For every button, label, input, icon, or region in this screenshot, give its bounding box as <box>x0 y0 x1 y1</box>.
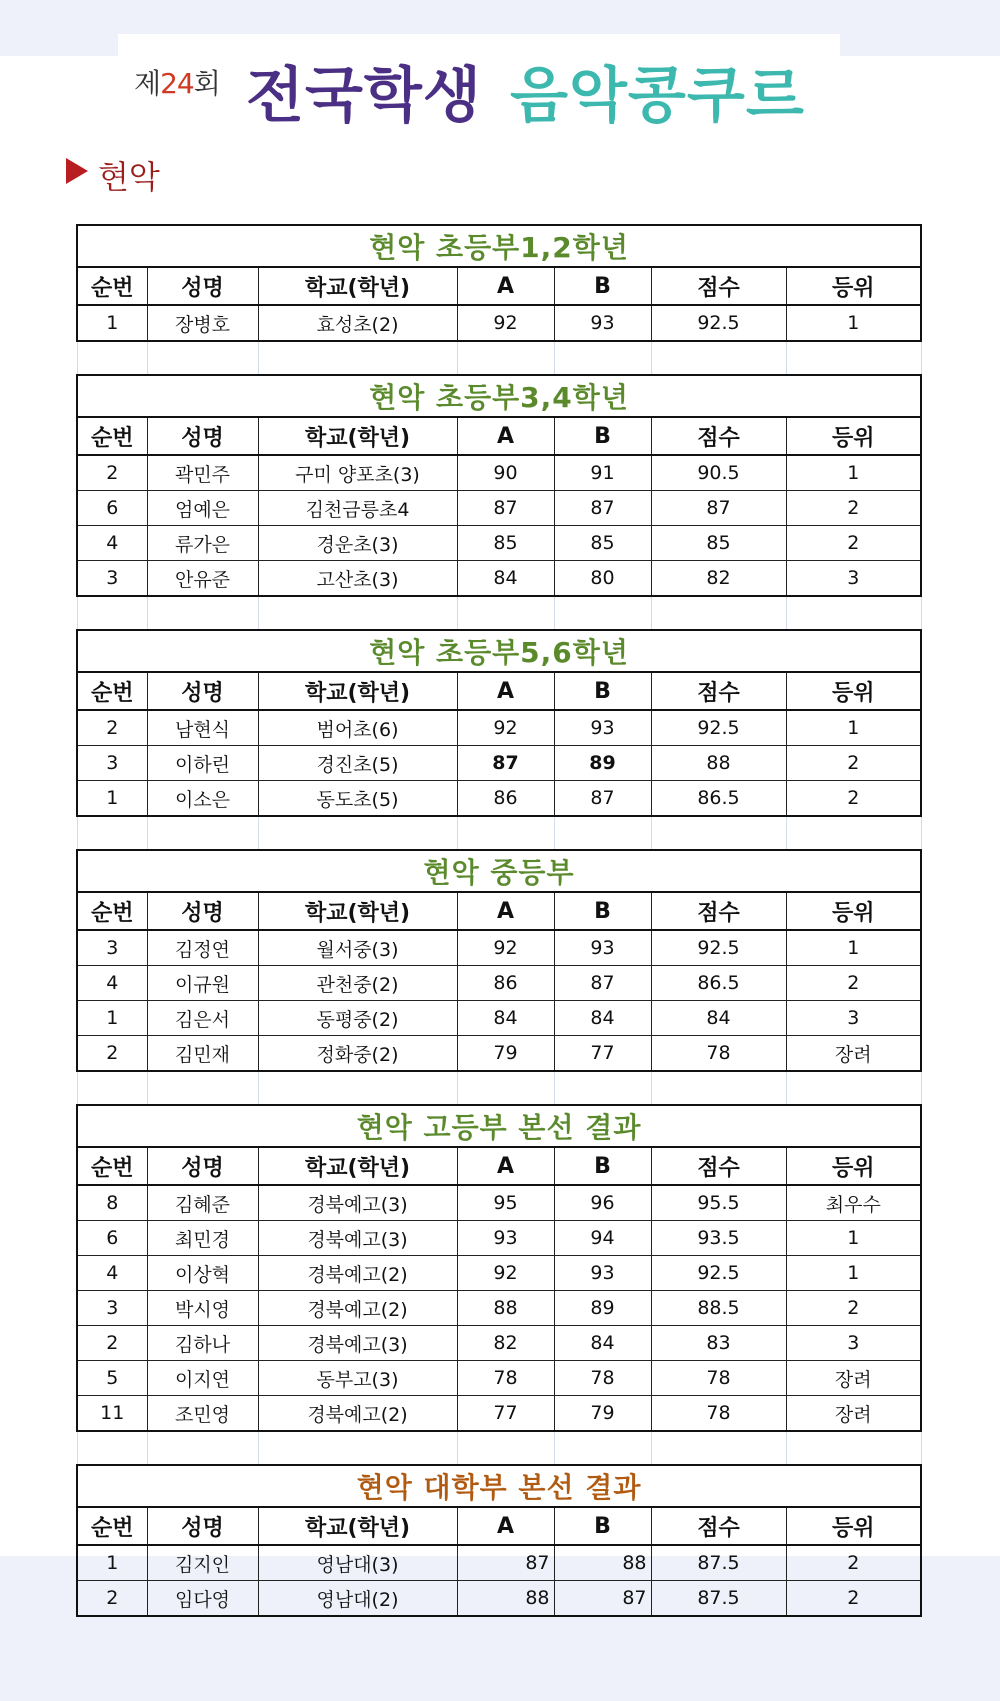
spacer-cell <box>258 341 457 375</box>
table-row <box>77 526 921 561</box>
table-row <box>77 1185 921 1221</box>
cell-school: 김천금릉초4 <box>258 491 457 526</box>
cell-score-b: 87 <box>554 491 651 526</box>
triangle-bullet-icon <box>66 158 88 184</box>
table-title: 현악 초등부5,6학년 <box>77 630 921 672</box>
cell-score: 83 <box>651 1326 786 1361</box>
cell-score-a: 95 <box>457 1185 554 1221</box>
cell-name: 장병호 <box>147 305 258 341</box>
cell-rank: 3 <box>786 561 921 597</box>
cell-score-a: 88 <box>457 1581 554 1617</box>
cell-rank: 2 <box>786 746 921 781</box>
column-header-score-a: A <box>457 1147 554 1185</box>
column-header-seq: 순번 <box>77 672 147 710</box>
spacer-cell <box>457 1071 554 1105</box>
column-header-name: 성명 <box>147 672 258 710</box>
column-header-seq: 순번 <box>77 1507 147 1545</box>
cell-name: 이규원 <box>147 966 258 1001</box>
cell-seq: 11 <box>77 1396 147 1432</box>
cell-score-b: 93 <box>554 305 651 341</box>
table-title-row <box>77 225 921 267</box>
table-title: 현악 중등부 <box>77 850 921 892</box>
column-header-name: 성명 <box>147 417 258 455</box>
cell-seq: 3 <box>77 746 147 781</box>
column-header-row <box>77 672 921 710</box>
cell-school: 경북예고(2) <box>258 1256 457 1291</box>
cell-score-b: 91 <box>554 455 651 491</box>
column-header-score: 점수 <box>651 1507 786 1545</box>
cell-score-a: 78 <box>457 1361 554 1396</box>
table-title-row <box>77 1465 921 1507</box>
cell-rank: 2 <box>786 526 921 561</box>
cell-name: 이소은 <box>147 781 258 817</box>
column-header-score: 점수 <box>651 417 786 455</box>
spacer-cell <box>651 1071 786 1105</box>
cell-school: 경북예고(2) <box>258 1396 457 1432</box>
cell-score: 92.5 <box>651 305 786 341</box>
cell-score: 78 <box>651 1361 786 1396</box>
cell-name: 류가은 <box>147 526 258 561</box>
cell-seq: 6 <box>77 1221 147 1256</box>
spacer-cell <box>77 816 147 850</box>
column-header-rank: 등위 <box>786 1507 921 1545</box>
cell-rank: 장려 <box>786 1361 921 1396</box>
column-header-school: 학교(학년) <box>258 1147 457 1185</box>
cell-rank: 2 <box>786 1545 921 1581</box>
cell-rank: 1 <box>786 710 921 746</box>
cell-name: 김혜준 <box>147 1185 258 1221</box>
cell-score-a: 90 <box>457 455 554 491</box>
column-header-score-a: A <box>457 417 554 455</box>
cell-score: 87.5 <box>651 1545 786 1581</box>
table-row <box>77 746 921 781</box>
spacer-cell <box>77 341 147 375</box>
cell-name: 김하나 <box>147 1326 258 1361</box>
cell-rank: 2 <box>786 1581 921 1617</box>
column-header-row <box>77 417 921 455</box>
cell-name: 이지연 <box>147 1361 258 1396</box>
column-header-score: 점수 <box>651 672 786 710</box>
table-row <box>77 491 921 526</box>
column-header-rank: 등위 <box>786 267 921 305</box>
cell-seq: 2 <box>77 455 147 491</box>
cell-seq: 6 <box>77 491 147 526</box>
cell-name: 김정연 <box>147 930 258 966</box>
cell-name: 이하린 <box>147 746 258 781</box>
cell-score: 87.5 <box>651 1581 786 1617</box>
cell-name: 박시영 <box>147 1291 258 1326</box>
cell-score-b: 93 <box>554 710 651 746</box>
cell-score: 82 <box>651 561 786 597</box>
table-title: 현악 대학부 본선 결과 <box>77 1465 921 1507</box>
spacer-cell <box>786 816 921 850</box>
cell-score: 78 <box>651 1036 786 1072</box>
cell-seq: 5 <box>77 1361 147 1396</box>
table-row <box>77 305 921 341</box>
table-row <box>77 1001 921 1036</box>
edition-suffix: 회 <box>193 67 220 100</box>
cell-seq: 4 <box>77 526 147 561</box>
cell-score-a: 86 <box>457 781 554 817</box>
cell-score-a: 77 <box>457 1396 554 1432</box>
table-title: 현악 고등부 본선 결과 <box>77 1105 921 1147</box>
spacer-cell <box>457 341 554 375</box>
cell-school: 경북예고(3) <box>258 1185 457 1221</box>
cell-rank: 최우수 <box>786 1185 921 1221</box>
cell-name: 김은서 <box>147 1001 258 1036</box>
cell-score: 85 <box>651 526 786 561</box>
column-header-row <box>77 892 921 930</box>
column-header-score-b: B <box>554 672 651 710</box>
cell-rank: 2 <box>786 781 921 817</box>
cell-score-a: 92 <box>457 930 554 966</box>
spacer-cell <box>457 1431 554 1465</box>
cell-score: 92.5 <box>651 1256 786 1291</box>
cell-school: 경북예고(3) <box>258 1326 457 1361</box>
spacer-cell <box>786 1071 921 1105</box>
cell-name: 조민영 <box>147 1396 258 1432</box>
table-row <box>77 1396 921 1432</box>
spacer-cell <box>786 596 921 630</box>
cell-seq: 1 <box>77 1001 147 1036</box>
cell-rank: 2 <box>786 966 921 1001</box>
column-header-rank: 등위 <box>786 417 921 455</box>
cell-seq: 2 <box>77 1581 147 1617</box>
cell-school: 경북예고(2) <box>258 1291 457 1326</box>
cell-score-a: 87 <box>457 746 554 781</box>
column-header-row <box>77 267 921 305</box>
results-container <box>76 224 920 1617</box>
cell-score-b: 77 <box>554 1036 651 1072</box>
spacer-cell <box>554 1431 651 1465</box>
cell-score-b: 80 <box>554 561 651 597</box>
cell-seq: 8 <box>77 1185 147 1221</box>
cell-score-a: 92 <box>457 710 554 746</box>
cell-score: 88.5 <box>651 1291 786 1326</box>
cell-name: 임다영 <box>147 1581 258 1617</box>
column-header-name: 성명 <box>147 892 258 930</box>
column-header-name: 성명 <box>147 1147 258 1185</box>
cell-name: 안유준 <box>147 561 258 597</box>
cell-score: 88 <box>651 746 786 781</box>
cell-score-b: 78 <box>554 1361 651 1396</box>
cell-name: 이상혁 <box>147 1256 258 1291</box>
column-header-seq: 순번 <box>77 267 147 305</box>
cell-score-a: 87 <box>457 1545 554 1581</box>
column-header-seq: 순번 <box>77 892 147 930</box>
column-header-score: 점수 <box>651 892 786 930</box>
column-header-rank: 등위 <box>786 892 921 930</box>
column-header-score-b: B <box>554 892 651 930</box>
cell-score: 92.5 <box>651 930 786 966</box>
cell-rank: 2 <box>786 1291 921 1326</box>
cell-rank: 장려 <box>786 1036 921 1072</box>
table-spacer <box>77 596 921 630</box>
cell-rank: 1 <box>786 930 921 966</box>
table-row <box>77 455 921 491</box>
cell-school: 효성초(2) <box>258 305 457 341</box>
spacer-cell <box>554 816 651 850</box>
spacer-cell <box>258 596 457 630</box>
spacer-cell <box>258 1071 457 1105</box>
cell-rank: 1 <box>786 1256 921 1291</box>
cell-score-a: 92 <box>457 1256 554 1291</box>
spacer-cell <box>147 341 258 375</box>
cell-name: 김민재 <box>147 1036 258 1072</box>
cell-score-b: 89 <box>554 746 651 781</box>
cell-score: 86.5 <box>651 966 786 1001</box>
cell-score-b: 88 <box>554 1545 651 1581</box>
edition-prefix: 제 <box>134 67 161 100</box>
cell-score: 87 <box>651 491 786 526</box>
column-header-school: 학교(학년) <box>258 892 457 930</box>
table-row <box>77 1361 921 1396</box>
column-header-score-b: B <box>554 267 651 305</box>
spacer-cell <box>554 1071 651 1105</box>
cell-score-a: 87 <box>457 491 554 526</box>
cell-score-b: 93 <box>554 930 651 966</box>
table-row <box>77 966 921 1001</box>
cell-rank: 1 <box>786 305 921 341</box>
spacer-cell <box>457 596 554 630</box>
section-label: 현악 <box>98 158 160 196</box>
cell-seq: 2 <box>77 1326 147 1361</box>
cell-score: 84 <box>651 1001 786 1036</box>
cell-score-a: 79 <box>457 1036 554 1072</box>
cell-school: 영남대(3) <box>258 1545 457 1581</box>
column-header-score-a: A <box>457 267 554 305</box>
cell-rank: 2 <box>786 491 921 526</box>
table-row <box>77 1291 921 1326</box>
cell-school: 동도초(5) <box>258 781 457 817</box>
cell-school: 관천중(2) <box>258 966 457 1001</box>
cell-seq: 3 <box>77 1291 147 1326</box>
cell-rank: 1 <box>786 455 921 491</box>
cell-score-b: 87 <box>554 966 651 1001</box>
cell-score-b: 89 <box>554 1291 651 1326</box>
results-table <box>76 224 922 1617</box>
cell-school: 경북예고(3) <box>258 1221 457 1256</box>
cell-score-a: 92 <box>457 305 554 341</box>
cell-score-a: 84 <box>457 1001 554 1036</box>
table-title-row <box>77 375 921 417</box>
cell-score-b: 79 <box>554 1396 651 1432</box>
cell-rank: 1 <box>786 1221 921 1256</box>
table-spacer <box>77 816 921 850</box>
column-header-rank: 등위 <box>786 1147 921 1185</box>
spacer-cell <box>554 341 651 375</box>
column-header-score-a: A <box>457 892 554 930</box>
column-header-name: 성명 <box>147 1507 258 1545</box>
table-row <box>77 930 921 966</box>
cell-name: 엄예은 <box>147 491 258 526</box>
cell-score: 78 <box>651 1396 786 1432</box>
table-row <box>77 781 921 817</box>
spacer-cell <box>147 816 258 850</box>
spacer-cell <box>786 1431 921 1465</box>
cell-score: 90.5 <box>651 455 786 491</box>
spacer-cell <box>554 596 651 630</box>
column-header-score-b: B <box>554 1507 651 1545</box>
table-row <box>77 1036 921 1072</box>
column-header-rank: 등위 <box>786 672 921 710</box>
cell-seq: 2 <box>77 710 147 746</box>
cell-score-a: 93 <box>457 1221 554 1256</box>
edition-number: 24 <box>160 67 194 100</box>
cell-school: 경운초(3) <box>258 526 457 561</box>
spacer-cell <box>147 1431 258 1465</box>
cell-rank: 3 <box>786 1326 921 1361</box>
cell-score-b: 87 <box>554 1581 651 1617</box>
table-row <box>77 1581 921 1617</box>
spacer-cell <box>651 816 786 850</box>
cell-score-a: 88 <box>457 1291 554 1326</box>
page-title-part1: 전국학생 <box>246 61 482 131</box>
table-title-row <box>77 630 921 672</box>
cell-seq: 4 <box>77 966 147 1001</box>
cell-school: 영남대(2) <box>258 1581 457 1617</box>
cell-score-b: 96 <box>554 1185 651 1221</box>
cell-score-a: 86 <box>457 966 554 1001</box>
table-title: 현악 초등부3,4학년 <box>77 375 921 417</box>
cell-score-b: 93 <box>554 1256 651 1291</box>
cell-school: 정화중(2) <box>258 1036 457 1072</box>
cell-seq: 1 <box>77 305 147 341</box>
cell-seq: 3 <box>77 561 147 597</box>
cell-seq: 2 <box>77 1036 147 1072</box>
cell-score-b: 84 <box>554 1001 651 1036</box>
table-row <box>77 561 921 597</box>
column-header-name: 성명 <box>147 267 258 305</box>
cell-name: 김지인 <box>147 1545 258 1581</box>
spacer-cell <box>258 816 457 850</box>
table-spacer <box>77 341 921 375</box>
table-row <box>77 1256 921 1291</box>
edition-label <box>134 62 220 102</box>
spacer-cell <box>651 1431 786 1465</box>
cell-score: 93.5 <box>651 1221 786 1256</box>
cell-school: 경진초(5) <box>258 746 457 781</box>
table-row <box>77 710 921 746</box>
cell-rank: 장려 <box>786 1396 921 1432</box>
spacer-cell <box>77 1431 147 1465</box>
cell-name: 남현식 <box>147 710 258 746</box>
column-header-school: 학교(학년) <box>258 417 457 455</box>
cell-rank: 3 <box>786 1001 921 1036</box>
cell-score: 95.5 <box>651 1185 786 1221</box>
page-title-part2: 음악콩쿠르 <box>510 61 805 131</box>
spacer-cell <box>651 596 786 630</box>
column-header-score-a: A <box>457 1507 554 1545</box>
table-row <box>77 1545 921 1581</box>
cell-name: 최민경 <box>147 1221 258 1256</box>
cell-school: 범어초(6) <box>258 710 457 746</box>
cell-school: 월서중(3) <box>258 930 457 966</box>
table-row <box>77 1326 921 1361</box>
spacer-cell <box>457 816 554 850</box>
table-spacer <box>77 1431 921 1465</box>
spacer-cell <box>651 341 786 375</box>
cell-name: 곽민주 <box>147 455 258 491</box>
cell-score: 86.5 <box>651 781 786 817</box>
cell-school: 고산초(3) <box>258 561 457 597</box>
table-title: 현악 초등부1,2학년 <box>77 225 921 267</box>
cell-score-b: 84 <box>554 1326 651 1361</box>
cell-school: 동부고(3) <box>258 1361 457 1396</box>
spacer-cell <box>786 341 921 375</box>
column-header-seq: 순번 <box>77 1147 147 1185</box>
column-header-school: 학교(학년) <box>258 672 457 710</box>
table-row <box>77 1221 921 1256</box>
cell-score-b: 85 <box>554 526 651 561</box>
column-header-school: 학교(학년) <box>258 267 457 305</box>
column-header-score: 점수 <box>651 1147 786 1185</box>
column-header-score-b: B <box>554 1147 651 1185</box>
spacer-cell <box>258 1431 457 1465</box>
column-header-row <box>77 1147 921 1185</box>
cell-seq: 1 <box>77 781 147 817</box>
column-header-row <box>77 1507 921 1545</box>
spacer-cell <box>77 1071 147 1105</box>
table-spacer <box>77 1071 921 1105</box>
cell-score-a: 84 <box>457 561 554 597</box>
spacer-cell <box>147 596 258 630</box>
column-header-score: 점수 <box>651 267 786 305</box>
column-header-score-a: A <box>457 672 554 710</box>
cell-seq: 4 <box>77 1256 147 1291</box>
cell-score-b: 87 <box>554 781 651 817</box>
cell-school: 동평중(2) <box>258 1001 457 1036</box>
cell-score: 92.5 <box>651 710 786 746</box>
column-header-score-b: B <box>554 417 651 455</box>
spacer-cell <box>147 1071 258 1105</box>
cell-seq: 3 <box>77 930 147 966</box>
cell-score-b: 94 <box>554 1221 651 1256</box>
cell-score-a: 82 <box>457 1326 554 1361</box>
cell-score-a: 85 <box>457 526 554 561</box>
spacer-cell <box>77 596 147 630</box>
table-title-row <box>77 850 921 892</box>
table-title-row <box>77 1105 921 1147</box>
column-header-seq: 순번 <box>77 417 147 455</box>
column-header-school: 학교(학년) <box>258 1507 457 1545</box>
cell-seq: 1 <box>77 1545 147 1581</box>
cell-school: 구미 양포초(3) <box>258 455 457 491</box>
